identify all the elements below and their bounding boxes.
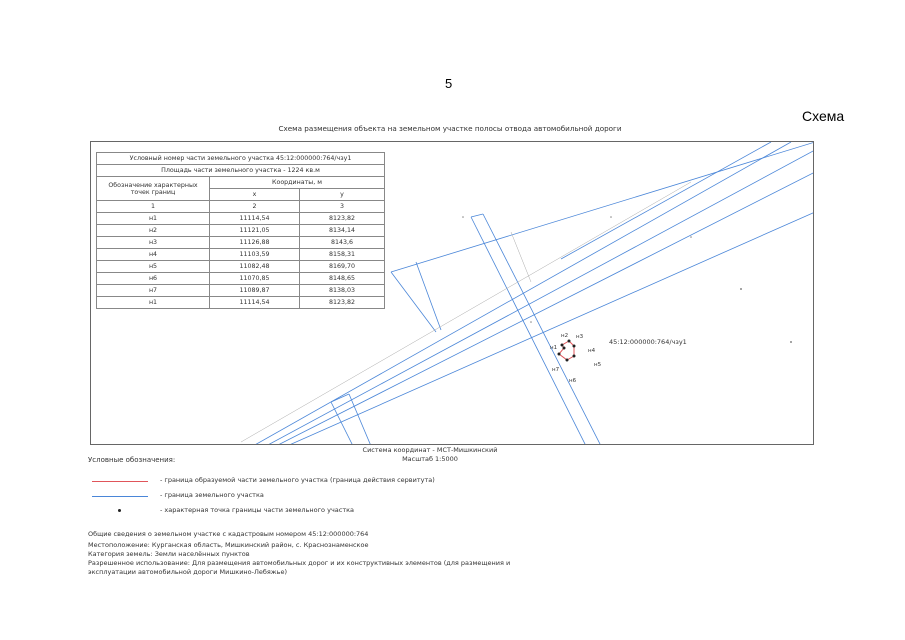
map-scale: Масштаб 1:5000 (402, 455, 458, 463)
point-label-n1: н1 (550, 345, 558, 351)
point-name: н7 (97, 285, 210, 297)
point-y: 8148,65 (300, 273, 385, 285)
header-points: Обозначение характерных точек границ (97, 177, 210, 201)
legend-item-easement: - граница образуемой части земельного участка (граница действия сервитута) (160, 476, 435, 484)
point-label-n7: н7 (552, 367, 560, 373)
point-y: 8123,82 (300, 213, 385, 225)
header-y: y (300, 189, 385, 201)
point-label-n5: н5 (594, 362, 602, 368)
point-name: н6 (97, 273, 210, 285)
info-usage-cont: эксплуатации автомобильной дороги Мишкино-Лебяжье) (88, 568, 288, 576)
point-x: 11114,54 (210, 297, 300, 309)
point-x: 11103,59 (210, 249, 300, 261)
scheme-label: Схема (802, 108, 845, 124)
table-row (97, 285, 385, 297)
point-name: н3 (97, 237, 210, 249)
table-row (97, 261, 385, 273)
page-number: 5 (445, 76, 453, 91)
info-heading: Общие сведения о земельном участке с кадастровым номером 45:12:000000:764 (88, 530, 369, 538)
point-y: 8123,82 (300, 297, 385, 309)
header-x: x (210, 189, 300, 201)
point-y: 8143,6 (300, 237, 385, 249)
table-caption-number: Условный номер части земельного участка 45:12:000000:764/чзу1 (97, 153, 385, 165)
point-x: 11121,05 (210, 225, 300, 237)
table-row (97, 237, 385, 249)
point-y: 8138,03 (300, 285, 385, 297)
legend-item-point: - характерная точка границы части земельного участка (160, 506, 355, 514)
info-category: Категория земель: Земли населённых пунктов (88, 550, 250, 558)
legend-blue-line (92, 496, 148, 497)
point-x: 11082,48 (210, 261, 300, 273)
point-label-n6: н6 (569, 378, 577, 384)
parcel-id-label: 45:12:000000:764/чзу1 (609, 338, 687, 346)
point-name: н5 (97, 261, 210, 273)
point-x: 11089,87 (210, 285, 300, 297)
coord-system: Система координат - МСТ-Мишкинский (362, 446, 498, 454)
point-y: 8169,70 (300, 261, 385, 273)
table-row (97, 273, 385, 285)
legend-item-parcel: - граница земельного участка (160, 491, 264, 499)
table-row (97, 225, 385, 237)
point-label-n4: н4 (588, 348, 596, 354)
table-row (97, 297, 385, 309)
point-x: 11126,88 (210, 237, 300, 249)
point-name: н1 (97, 297, 210, 309)
col-number: 2 (210, 201, 300, 213)
info-location: Местоположение: Курганская область, Мишкинский район, с. Краснознаменское (88, 541, 369, 549)
point-name: н4 (97, 249, 210, 261)
info-usage: Разрешенное использование: Для размещения автомобильных дорог и их конструктивных элементов (для размещения и (88, 559, 511, 567)
table-row (97, 249, 385, 261)
point-y: 8134,14 (300, 225, 385, 237)
legend-red-line (92, 481, 148, 482)
header-coords: Координаты, м (210, 177, 385, 189)
legend-point-marker (118, 509, 121, 512)
point-name: н2 (97, 225, 210, 237)
col-number: 3 (300, 201, 385, 213)
scheme-title: Схема размещения объекта на земельном участке полосы отвода автомобильной дороги (278, 124, 622, 133)
coord-system-block (330, 446, 530, 464)
table-caption-area: Площадь части земельного участка - 1224 кв.м (97, 165, 385, 177)
map-frame (90, 141, 814, 445)
col-number: 1 (97, 201, 210, 213)
point-x: 11114,54 (210, 213, 300, 225)
point-label-n3: н3 (576, 334, 584, 340)
legend-title: Условные обозначения: (88, 456, 176, 464)
point-x: 11070,85 (210, 273, 300, 285)
point-label-n2: н2 (561, 333, 569, 339)
coordinates-table (96, 152, 385, 309)
point-y: 8158,31 (300, 249, 385, 261)
table-row (97, 213, 385, 225)
point-name: н1 (97, 213, 210, 225)
